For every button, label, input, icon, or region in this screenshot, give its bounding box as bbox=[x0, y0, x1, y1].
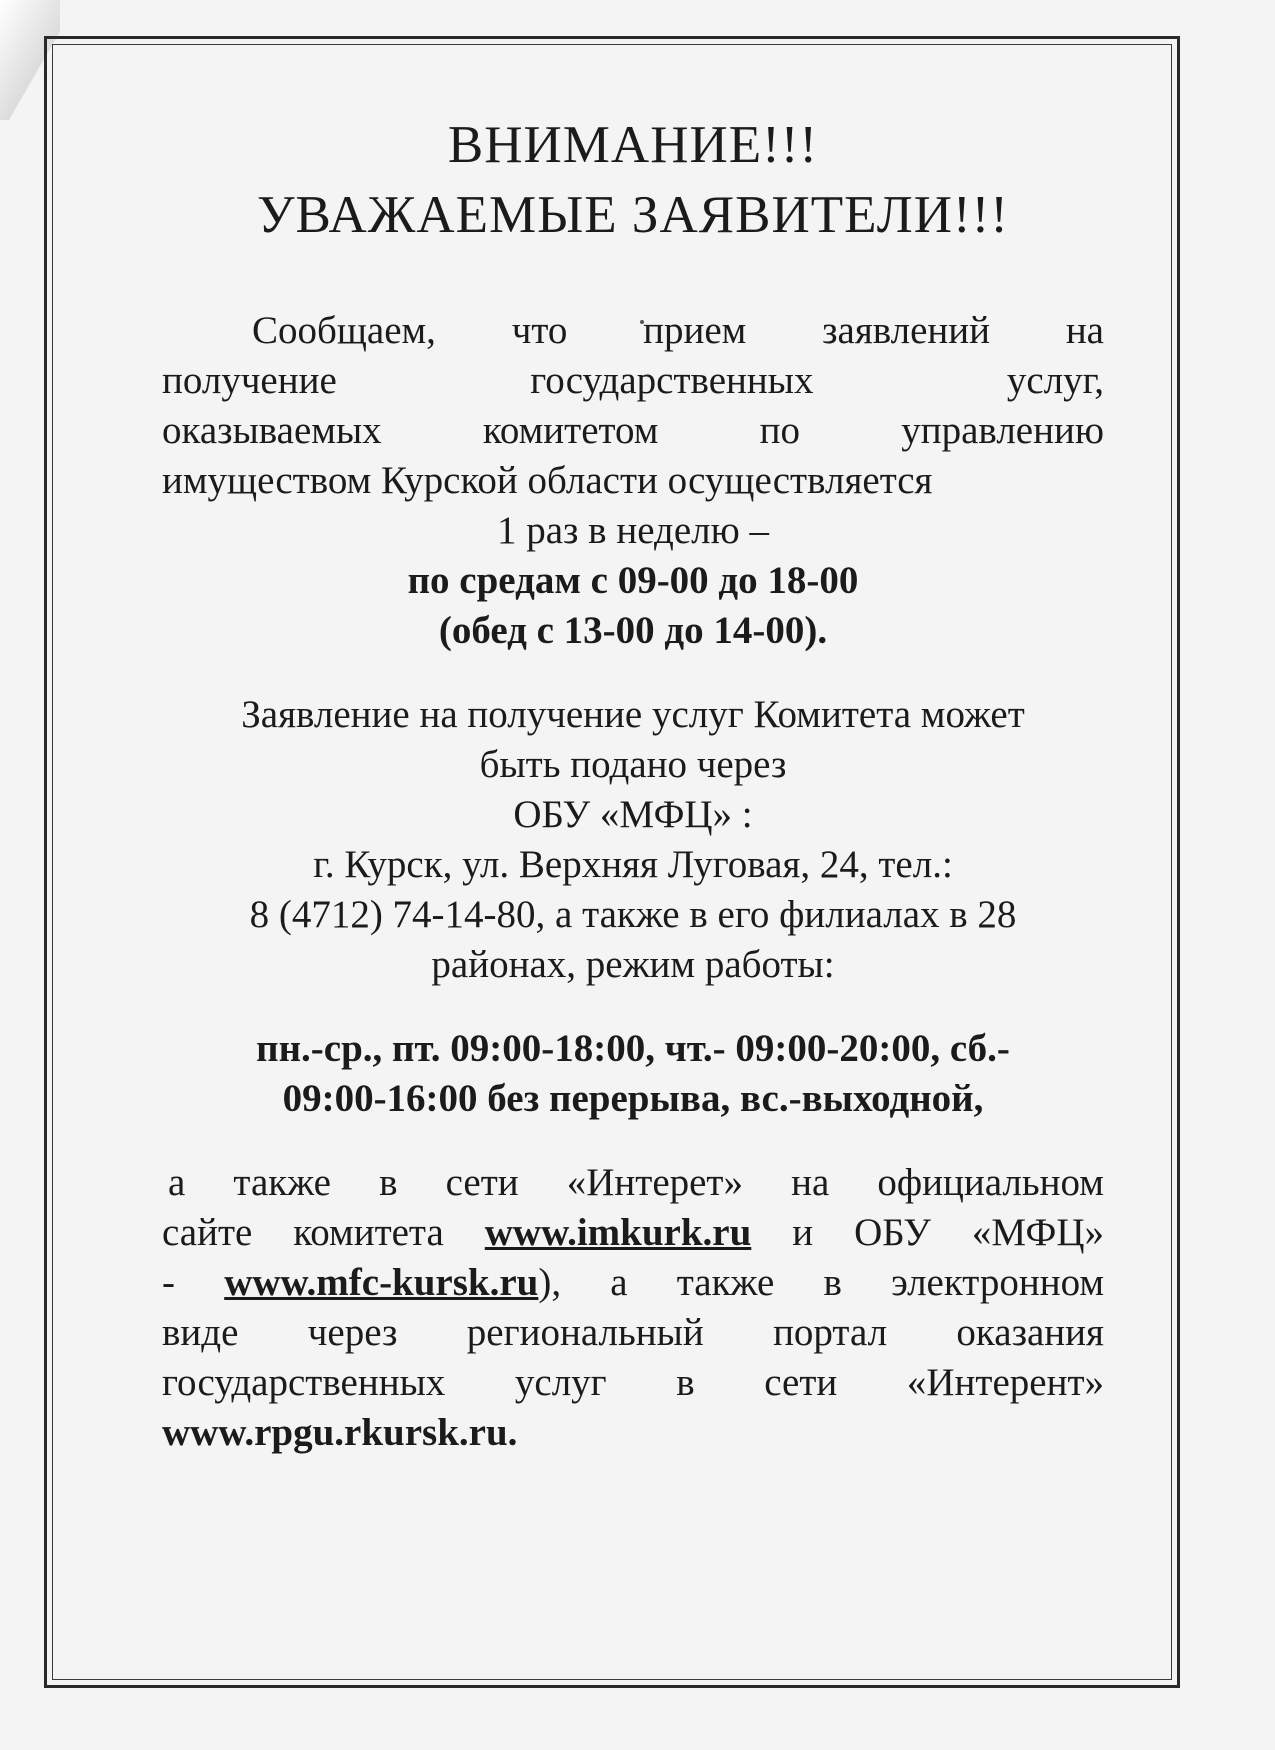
hours-line-2: 09:00-16:00 без перерыва, вс.-выходной, bbox=[282, 1077, 984, 1120]
online-line-1: а также в сети «Интерет» на официальном bbox=[168, 1161, 1104, 1204]
schedule-days: по средам с 09-00 до 18-00 bbox=[407, 559, 859, 602]
online-line-5: государственных услуг в сети «Интерент» bbox=[162, 1361, 1104, 1404]
intro-line-3: оказываемых комитетом по управлению bbox=[162, 409, 1104, 452]
intro-line-1: Сообщаем, что прием заявлений на bbox=[252, 309, 1104, 352]
submission-address: г. Курск, ул. Верхняя Луговая, 24, тел.: bbox=[313, 843, 953, 886]
submission-districts: районах, режим работы: bbox=[431, 943, 835, 986]
submission-org: ОБУ «МФЦ» : bbox=[513, 793, 753, 836]
notice-title-line1: ВНИМАНИЕ!!! bbox=[447, 116, 819, 174]
submission-line-2: быть подано через bbox=[479, 743, 787, 786]
submission-line-1: Заявление на получение услуг Комитета может bbox=[241, 693, 1025, 736]
submission-phone: 8 (4712) 74-14-80, а также в его филиалах в 28 bbox=[249, 893, 1017, 936]
notice-title-line2: УВАЖАЕМЫЕ ЗАЯВИТЕЛИ!!! bbox=[257, 186, 1009, 244]
committee-site-link[interactable]: www.imkurk.ru bbox=[484, 1211, 752, 1254]
notice-content bbox=[162, 110, 1104, 1458]
hours-line-1: пн.-ср., пт. 09:00-18:00, чт.- 09:00-20:00, сб.- bbox=[256, 1027, 1010, 1070]
portal-link[interactable]: www.rpgu.rkursk.ru. bbox=[162, 1411, 518, 1454]
online-line-2: сайте комитета www.imkurk.ru и ОБУ «МФЦ» bbox=[162, 1211, 1105, 1254]
online-line-3: - www.mfc-kursk.ru), а также в электронном bbox=[162, 1261, 1105, 1304]
intro-line-2: получение государственных услуг, bbox=[162, 359, 1104, 402]
online-line-4: виде через региональный портал оказания bbox=[162, 1311, 1104, 1354]
intro-line-4: имуществом Курской области осуществляется bbox=[162, 459, 933, 502]
mfc-site-link[interactable]: www.mfc-kursk.ru bbox=[224, 1261, 539, 1304]
schedule-frequency: 1 раз в неделю – bbox=[496, 509, 770, 552]
schedule-lunch: (обед с 13-00 до 14-00). bbox=[438, 609, 828, 652]
